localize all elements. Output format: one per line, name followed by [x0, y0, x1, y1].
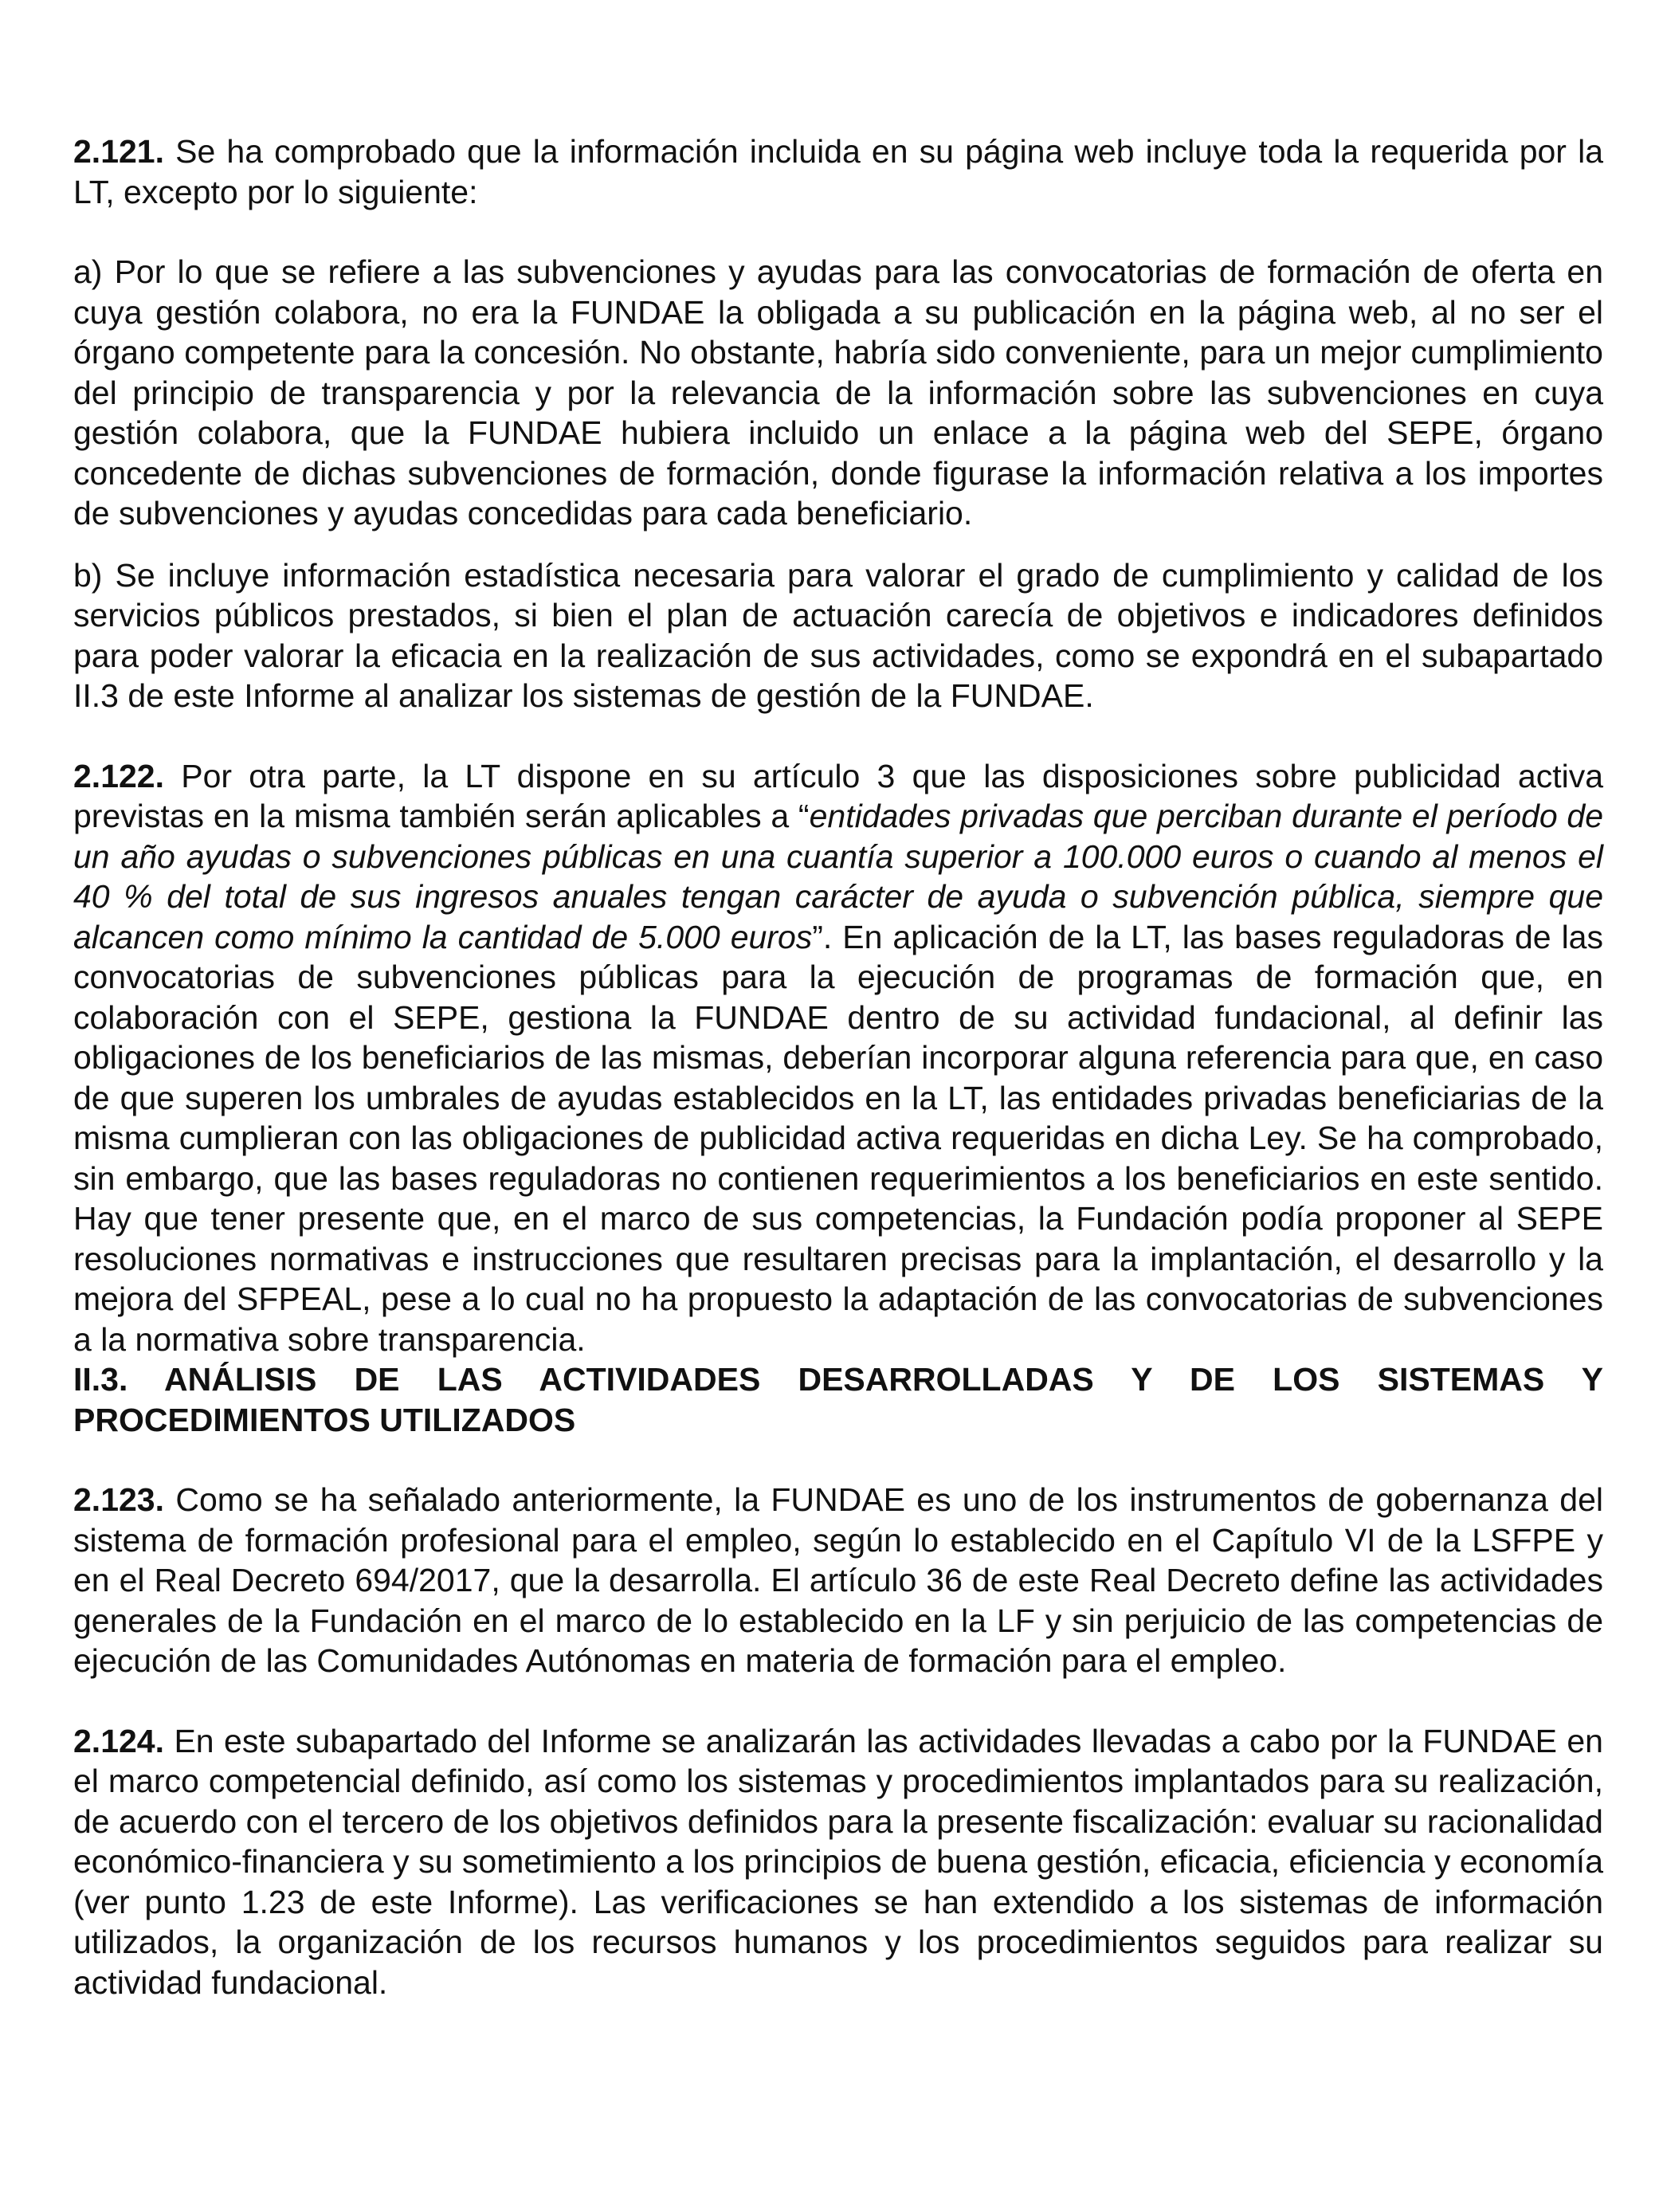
section-heading-ii-3: II.3. ANÁLISIS DE LAS ACTIVIDADES DESARROLLADAS Y DE LOS SISTEMAS Y PROCEDIMIENTOS UTILIZADOS: [73, 1361, 1603, 1438]
paragraph-2-124: [73, 1721, 1603, 2003]
paragraph-2-121: [73, 131, 1603, 212]
paragraph-2-122: [73, 756, 1603, 1360]
paragraph-text: a) Por lo que se refiere a las subvenciones y ayudas para las convocatorias de formación de oferta en cuya gestión colabora, no era la FUNDAE la obligada a su publicación en la página web, al no ser el órgano competente para la concesión. No obstante, habría sido conveniente, para un mejor cumplimiento del principio de transparencia y por la relevancia de la información sobre las subvenciones en cuya gestión colabora, que la FUNDAE hubiera incluido un enlace a la página web del SEPE, órgano concedente de dichas subvenciones de formación, donde figurase la información relativa a los importes de subvenciones y ayudas concedidas para cada beneficiario.: [73, 253, 1603, 531]
paragraph-text: Como se ha señalado anteriormente, la FUNDAE es uno de los instrumentos de gobernanza del sistema de formación profesional para el empleo, según lo establecido en el Capítulo VI de la LSFPE y en el Real Decreto 694/2017, que la desarrolla. El artículo 36 de este Real Decreto define las actividades generales de la Fundación en el marco de lo establecido en la LF y sin perjuicio de las competencias de ejecución de las Comunidades Autónomas en materia de formación para el empleo.: [73, 1481, 1603, 1679]
paragraph-text: En este subapartado del Informe se analizarán las actividades llevadas a cabo por la FUNDAE en el marco competencial definido, así como los sistemas y procedimientos implantados para su realización, de acuerdo con el tercero de los objetivos definidos para la presente fiscalización: evaluar su racionalidad económico-financiera y su sometimiento a los principios de buena gestión, eficacia, eficiencia y economía (ver punto 1.23 de este Informe). Las verificaciones se han extendido a los sistemas de información utilizados, la organización de los recursos humanos y los procedimientos seguidos para realizar su actividad fundacional.: [73, 1722, 1603, 2001]
paragraph-number: 2.121.: [73, 133, 164, 170]
paragraph-text: b) Se incluye información estadística necesaria para valorar el grado de cumplimiento y calidad de los servicios públicos prestados, si bien el plan de actuación carecía de objetivos e indicadores definidos para poder valorar la eficacia en la realización de sus actividades, como se expondrá en el subapartado II.3 de este Informe al analizar los sistemas de gestión de la FUNDAE.: [73, 556, 1603, 714]
paragraph-2-123: [73, 1480, 1603, 1681]
paragraph-number: 2.122.: [73, 757, 164, 794]
quoted-text: entidades privadas que perciban durante el período de un año ayudas o subvenciones públicas en una cuantía superior a 100.000 euros o cuando al menos el 40 % del total de sus ingresos anuales tengan carácter de ayuda o subvención pública, siempre que alcancen como mínimo la cantidad de 5.000 euros: [73, 798, 1603, 955]
paragraph-text: Se ha comprobado que la información incluida en su página web incluye toda la requerida por la LT, excepto por lo siguiente:: [73, 133, 1603, 210]
paragraph-number: 2.124.: [73, 1722, 164, 1759]
document-page: [73, 131, 1603, 2002]
paragraph-text-continued: ”. En aplicación de la LT, las bases reguladoras de las convocatorias de subvenciones públicas para la ejecución de programas de formación que, en colaboración con el SEPE, gestiona la FUNDAE dentro de su actividad fundacional, al definir las obligaciones de los beneficiarios de las mismas, deberían incorporar alguna referencia para que, en caso de que superen los umbrales de ayudas establecidos en la LT, las entidades privadas beneficiarias de la misma cumplieran con las obligaciones de publicidad activa requeridas en dicha Ley. Se ha comprobado, sin embargo, que las bases reguladoras no contienen requerimientos a los beneficiarios en este sentido. Hay que tener presente que, en el marco de sus competencias, la Fundación podía proponer al SEPE resoluciones normativas e instrucciones que resultaren precisas para la implantación, el desarrollo y la mejora del SFPEAL, pese a lo cual no ha propuesto la adaptación de las convocatorias de subvenciones a la normativa sobre transparencia.: [73, 918, 1603, 1358]
paragraph-2-121-b: [73, 555, 1603, 716]
paragraph-2-121-a: [73, 252, 1603, 534]
paragraph-number: 2.123.: [73, 1481, 164, 1518]
paragraph-text: Por otra parte, la LT dispone en su artículo 3 que las disposiciones sobre publicidad activa previstas en la misma también serán aplicables a “: [73, 757, 1603, 834]
